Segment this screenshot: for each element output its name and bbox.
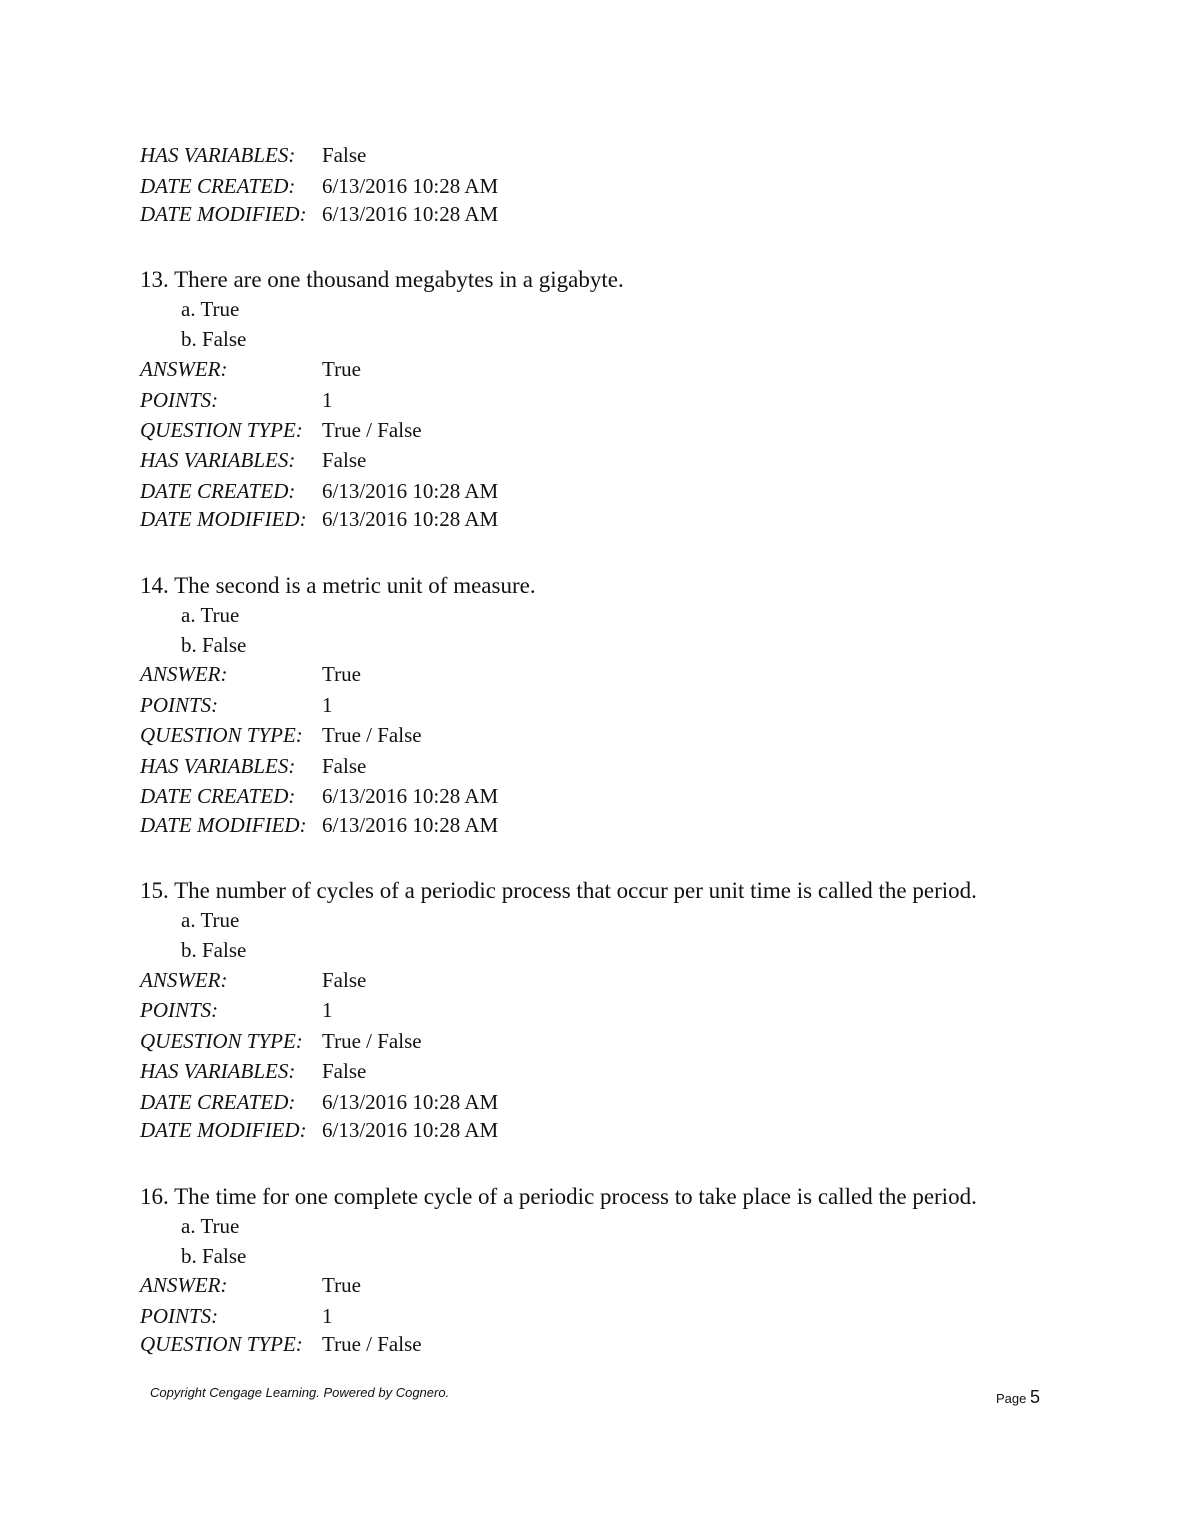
has-variables-value: False: [322, 448, 367, 472]
page-label: Page: [996, 1391, 1027, 1406]
points-value: 1: [322, 998, 333, 1022]
question-type-value: True / False: [322, 723, 422, 747]
answer-label: ANSWER:: [140, 662, 228, 686]
option-b: b. False: [181, 1244, 247, 1268]
date-created-value: 6/13/2016 10:28 AM: [322, 784, 499, 808]
date-modified-value: 6/13/2016 10:28 AM: [322, 1118, 499, 1142]
date-created-label: DATE CREATED:: [140, 1090, 296, 1114]
option-b: b. False: [181, 938, 247, 962]
date-modified-label: DATE MODIFIED:: [140, 202, 307, 226]
option-b: b. False: [181, 633, 247, 657]
date-modified-label: DATE MODIFIED:: [140, 507, 307, 531]
question-type-label: QUESTION TYPE:: [140, 1029, 303, 1053]
points-value: 1: [322, 1304, 333, 1328]
option-a: a. True: [181, 603, 240, 627]
question-type-label: QUESTION TYPE:: [140, 723, 303, 747]
has-variables-value: False: [322, 1059, 367, 1083]
page-number: 5: [1030, 1387, 1041, 1407]
answer-value: True: [322, 662, 361, 686]
date-created-value: 6/13/2016 10:28 AM: [322, 174, 499, 198]
date-created-label: DATE CREATED:: [140, 174, 296, 198]
option-a: a. True: [181, 297, 240, 321]
has-variables-label: HAS VARIABLES:: [140, 1059, 296, 1083]
answer-value: False: [322, 968, 367, 992]
points-label: POINTS:: [140, 1304, 219, 1328]
question-text: 13. There are one thousand megabytes in a gigabyte.: [140, 267, 624, 292]
points-label: POINTS:: [140, 998, 219, 1022]
question-type-value: True / False: [322, 1332, 422, 1356]
date-created-label: DATE CREATED:: [140, 784, 296, 808]
question-type-value: True / False: [322, 418, 422, 442]
has-variables-label: HAS VARIABLES:: [140, 448, 296, 472]
question-text: 16. The time for one complete cycle of a periodic process to take place is called the period.: [140, 1184, 977, 1209]
question-type-value: True / False: [322, 1029, 422, 1053]
has-variables-value: False: [322, 143, 367, 167]
date-modified-value: 6/13/2016 10:28 AM: [322, 813, 499, 837]
points-label: POINTS:: [140, 693, 219, 717]
answer-label: ANSWER:: [140, 968, 228, 992]
date-modified-value: 6/13/2016 10:28 AM: [322, 507, 499, 531]
date-created-value: 6/13/2016 10:28 AM: [322, 479, 499, 503]
date-modified-label: DATE MODIFIED:: [140, 1118, 307, 1142]
option-b: b. False: [181, 327, 247, 351]
date-created-label: DATE CREATED:: [140, 479, 296, 503]
answer-value: True: [322, 1273, 361, 1297]
date-modified-label: DATE MODIFIED:: [140, 813, 307, 837]
question-text: 15. The number of cycles of a periodic process that occur per unit time is called the period.: [140, 878, 977, 903]
points-value: 1: [322, 693, 333, 717]
date-created-value: 6/13/2016 10:28 AM: [322, 1090, 499, 1114]
option-a: a. True: [181, 908, 240, 932]
has-variables-label: HAS VARIABLES:: [140, 143, 296, 167]
option-a: a. True: [181, 1214, 240, 1238]
answer-label: ANSWER:: [140, 357, 228, 381]
has-variables-value: False: [322, 754, 367, 778]
question-type-label: QUESTION TYPE:: [140, 418, 303, 442]
answer-value: True: [322, 357, 361, 381]
question-type-label: QUESTION TYPE:: [140, 1332, 303, 1356]
answer-label: ANSWER:: [140, 1273, 228, 1297]
has-variables-label: HAS VARIABLES:: [140, 754, 296, 778]
copyright-footer: Copyright Cengage Learning. Powered by Cognero.: [150, 1385, 450, 1400]
points-label: POINTS:: [140, 388, 219, 412]
date-modified-value: 6/13/2016 10:28 AM: [322, 202, 499, 226]
question-text: 14. The second is a metric unit of measure.: [140, 573, 536, 598]
page-indicator: [996, 1386, 1040, 1410]
points-value: 1: [322, 388, 333, 412]
